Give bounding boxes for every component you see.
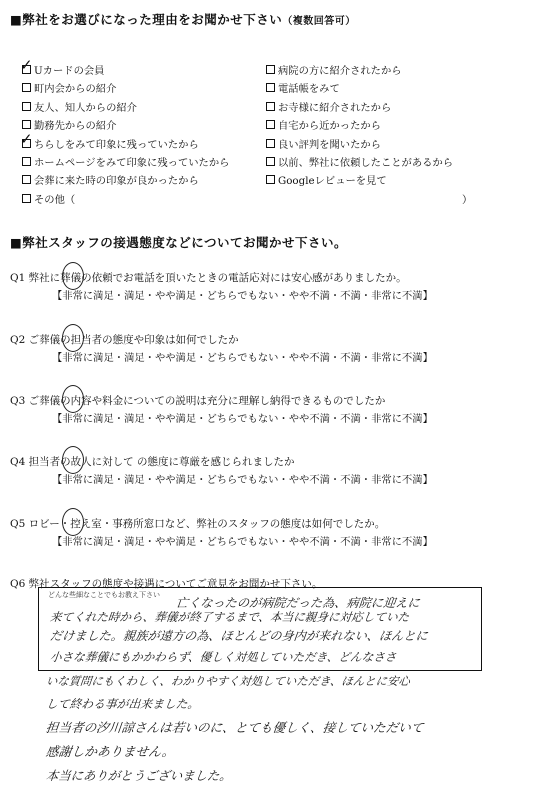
question-text: Q1 弊社に葬儀の依頼でお電話を頂いたときの電話応対には安心感がありましたか。 [10, 272, 407, 284]
reason-item[interactable] [22, 80, 282, 98]
checkbox[interactable] [22, 120, 31, 129]
reason-label: 友人、知人からの紹介 [34, 101, 137, 114]
question-text: Q4 担当者の故人に対して の態度に尊厳を感じられましたか [10, 456, 295, 468]
rating-scale[interactable]: 【非常に満足・満足・やや満足・どちらでもない・やや不満・不満・非常に不満】 [52, 536, 433, 548]
reason-column-right [266, 62, 526, 191]
comment-line: いな質問にもくわしく、わかりやすく対処していただき、ほんとに安心 [45, 674, 411, 688]
reason-item[interactable] [22, 172, 282, 190]
reason-label: 自宅から近かったから [278, 120, 381, 133]
question-q3 [10, 393, 530, 425]
checkbox[interactable] [266, 157, 275, 166]
reason-item[interactable] [266, 136, 526, 154]
section1-title: ■弊社をお選びになった理由をお聞かせ下さい（複数回答可） [10, 12, 356, 27]
rating-scale[interactable]: 【非常に満足・満足・やや満足・どちらでもない・やや不満・不満・非常に不満】 [52, 474, 433, 486]
question-text: Q2 ご葬儀の担当者の態度や印象は如何でしたか [10, 334, 239, 346]
reason-label: 勤務先からの紹介 [34, 120, 117, 133]
check-mark-icon: ✓ [20, 56, 33, 74]
checkbox[interactable] [266, 120, 275, 129]
other-paren-close: ） [462, 194, 473, 206]
rating-scale[interactable]: 【非常に満足・満足・やや満足・どちらでもない・やや不満・不満・非常に不満】 [52, 352, 433, 364]
reason-item[interactable] [22, 154, 282, 172]
checkbox[interactable] [22, 157, 31, 166]
reason-item[interactable] [20, 56, 282, 80]
reason-item[interactable] [20, 129, 282, 154]
checkbox[interactable] [22, 102, 31, 111]
check-mark-icon: ✓ [20, 129, 33, 148]
comment-line: 来てくれた時から、葬儀が終了するまで、本当に親身に対応していた [49, 610, 410, 624]
checkbox[interactable] [22, 83, 31, 92]
reason-label: 病院の方に紹介されたから [278, 65, 402, 77]
reason-label: ホームページをみて印象に残っていたから [34, 156, 230, 169]
reason-label: 以前、弊社に依頼したことがあるから [278, 156, 454, 169]
question-q1 [10, 270, 530, 302]
checkbox[interactable] [266, 65, 275, 74]
question-text: Q3 ご葬儀の内容や料金についての説明は充分に理解し納得できるものでしたか [10, 395, 386, 407]
selected-circle [62, 262, 84, 290]
selected-circle [62, 508, 84, 536]
question-q2 [10, 332, 530, 364]
reason-label: ちらしをみて印象に残っていたから [34, 138, 199, 151]
reason-column-left [20, 56, 282, 209]
checkbox[interactable] [266, 83, 275, 92]
comment-hint: どんな些細なことでもお教え下さい [48, 591, 160, 599]
section2-title: ■弊社スタッフの接遇態度などについてお聞かせ下さい。 [10, 235, 348, 250]
checkbox[interactable] [266, 139, 275, 148]
checkbox[interactable] [20, 56, 33, 74]
reason-label: 電話帳をみて [278, 83, 340, 96]
reason-label: お寺様に紹介されたから [278, 101, 392, 114]
comment-line: だけました。親族が遠方の為、ほとんどの身内が来れない、ほんとに [49, 629, 429, 643]
q6-text: Q6 弊社スタッフの態度や接遇についてご意見をお聞かせ下さい。 [10, 578, 323, 590]
question-q5 [10, 516, 530, 548]
checkbox[interactable] [266, 102, 275, 111]
reason-item[interactable] [266, 154, 526, 172]
reason-item[interactable] [266, 117, 526, 135]
reason-label: その他（ [34, 193, 76, 206]
comment-line: 亡くなったのが病院だった為、病院に迎えに [175, 596, 421, 610]
selected-circle [62, 446, 84, 474]
reason-label: 町内会からの紹介 [34, 83, 117, 96]
checkbox[interactable] [266, 175, 275, 184]
reason-item[interactable] [22, 191, 282, 209]
reason-label: Uカードの会員 [34, 65, 105, 77]
checkbox[interactable] [22, 194, 31, 203]
reason-label: Googleレビューを見て [278, 175, 387, 188]
comment-line: 感謝しかありません。 [45, 745, 176, 760]
selected-circle [62, 324, 84, 352]
reason-item[interactable] [22, 99, 282, 117]
reason-label: 会葬に来た時の印象が良かったから [34, 175, 199, 188]
checkbox[interactable] [22, 175, 31, 184]
comment-line: 担当者の汐川諒さんは若いのに、とても優しく、接していただいて [45, 720, 425, 735]
reason-item[interactable] [266, 99, 526, 117]
reason-item[interactable] [22, 117, 282, 135]
selected-circle [62, 385, 84, 413]
checkbox[interactable] [20, 129, 33, 148]
comment-line: 小さな葬儀にもかかわらず、優しく対処していただき、どんなささ [49, 650, 398, 664]
reason-item[interactable] [266, 172, 526, 190]
comment-line: 本当にありがとうございました。 [45, 768, 233, 783]
comment-line: して終わる事が出来ました。 [45, 697, 201, 711]
reason-item[interactable] [266, 62, 526, 80]
question-q4 [10, 454, 530, 486]
section1-note: （複数回答可） [282, 16, 356, 27]
question-text: Q5 ロビー・控え室・事務所窓口など、弊社のスタッフの態度は如何でしたか。 [10, 518, 386, 530]
reason-label: 良い評判を聞いたから [278, 138, 381, 151]
rating-scale[interactable]: 【非常に満足・満足・やや満足・どちらでもない・やや不満・不満・非常に不満】 [52, 290, 433, 302]
reason-item[interactable] [266, 80, 526, 98]
rating-scale[interactable]: 【非常に満足・満足・やや満足・どちらでもない・やや不満・不満・非常に不満】 [52, 413, 433, 425]
